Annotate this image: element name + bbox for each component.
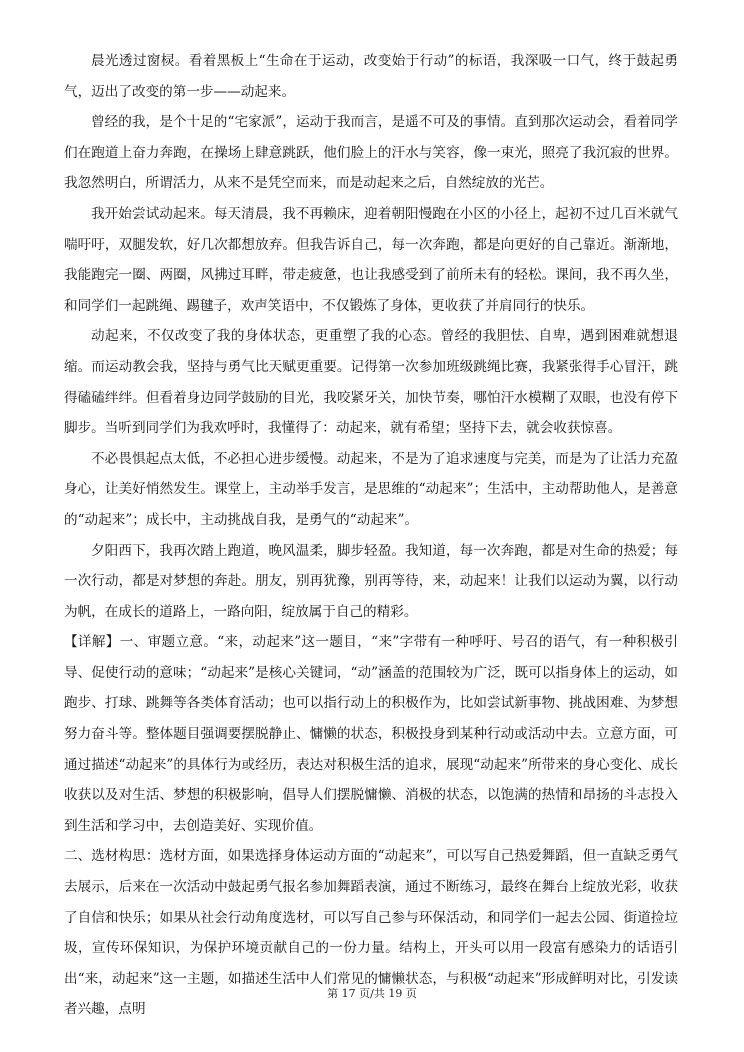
paragraph-1: 晨光透过窗棂。看着黑板上“生命在于运动，改变始于行动”的标语，我深吸一口气，终于鼓起勇气，迈出了改变的第一步——动起来。 [64,53,678,100]
page-footer: 第 17 页/共 19 页 [327,987,417,1000]
paragraph-4: 动起来，不仅改变了我的身体状态，更重塑了我的心态。曾经的我胆怯、自卑，遇到困难就想退缩。而运动教会我，坚持与勇气比天赋更重要。记得第一次参加班级跳绳比赛，我紧张得手心冒汗，跳得磕磕绊绊。但看着身边同学鼓励的目光，我咬紧牙关，加快节奏，哪怕汗水模糊了双眼，也没有停下脚步。当听到同学们为我欢呼时，我懂得了：动起来，就有希望；坚持下去，就会收获惊喜。 [64,328,678,437]
paragraph-5: 不必畏惧起点太低，不必担心进步缓慢。动起来，不是为了追求速度与完美，而是为了让活力充盈身心，让美好悄然发生。课堂上，主动举手发言，是思维的“动起来”；生活中，主动帮助他人，是善意的“动起来”；成长中，主动挑战自我，是勇气的“动起来”。 [64,450,678,528]
paragraph-6: 夕阳西下，我再次踏上跑道，晚风温柔，脚步轻盈。我知道，每一次奔跑，都是对生命的热爱；每一次行动，都是对梦想的奔赴。朋友，别再犹豫，别再等待，来，动起来！让我们以运动为翼，以行动为帆，在成长的道路上，一路向阳，绽放属于自己的精彩。 [64,542,678,620]
material-paragraph: 二、选材构思：选材方面，如果选择身体运动方面的“动起来”，可以写自己热爱舞蹈，但一直缺乏勇气去展示，后来在一次活动中鼓起勇气报名参加舞蹈表演，通过不断练习，最终在舞台上绽放光彩，收获了自信和快乐；如果从社会行动角度选材，可以写自己参与环保活动，和同学们一起去公园、街道捡垃圾，宣传环保知识，为保护环境贡献自己的一份力量。结构上，开头可以用一段富有感染力的话语引出“来，动起来”这一主题，如描述生活中人们常见的慵懒状态，与积极“动起来”形成鲜明对比，引发读者兴趣，点明 [64,848,678,1018]
explanation-paragraph: 【详解】一、审题立意。“来，动起来”这一题目，“来”字带有一种呼吁、号召的语气，有一种积极引导、促使行动的意味；“动起来”是核心关键词，“动”涵盖的范围较为广泛，既可以指身体上的运动，如跑步、打球、跳舞等各类体育活动；也可以指行动上的积极作为，比如尝试新事物、挑战困难、为梦想努力奋斗等。整体题目强调要摆脱静止、慵懒的状态，积极投身到某种行动或活动中去。立意方面，可通过描述“动起来”的具体行为或经历，表达对积极生活的追求，展现“动起来”所带来的身心变化、成长收获以及对生活、梦想的积极影响，倡导人们摆脱慵懒、消极的状态，以饱满的热情和昂扬的斗志投入到生活和学习中，去创造美好、实现价值。 [64,634,678,834]
paragraph-3: 我开始尝试动起来。每天清晨，我不再赖床，迎着朝阳慢跑在小区的小径上，起初不过几百米就气喘吁吁，双腿发软，好几次都想放弃。但我告诉自己，每一次奔跑，都是向更好的自己靠近。渐渐地，我能跑完一圈、两圈，风拂过耳畔，带走疲惫，也让我感受到了前所未有的轻松。课间，我不再久坐，和同学们一起跳绳、踢毽子，欢声笑语中，不仅锻炼了身体，更收获了并肩同行的快乐。 [64,205,678,314]
paragraph-2: 曾经的我，是个十足的“宅家派”，运动于我而言，是遥不可及的事情。直到那次运动会，看着同学们在跑道上奋力奔跑，在操场上肆意跳跃，他们脸上的汗水与笑容，像一束光，照亮了我沉寂的世界。我忽然明白，所谓活力，从来不是凭空而来，而是动起来之后，自然绽放的光芒。 [64,114,678,192]
document-body [64,46,678,1025]
